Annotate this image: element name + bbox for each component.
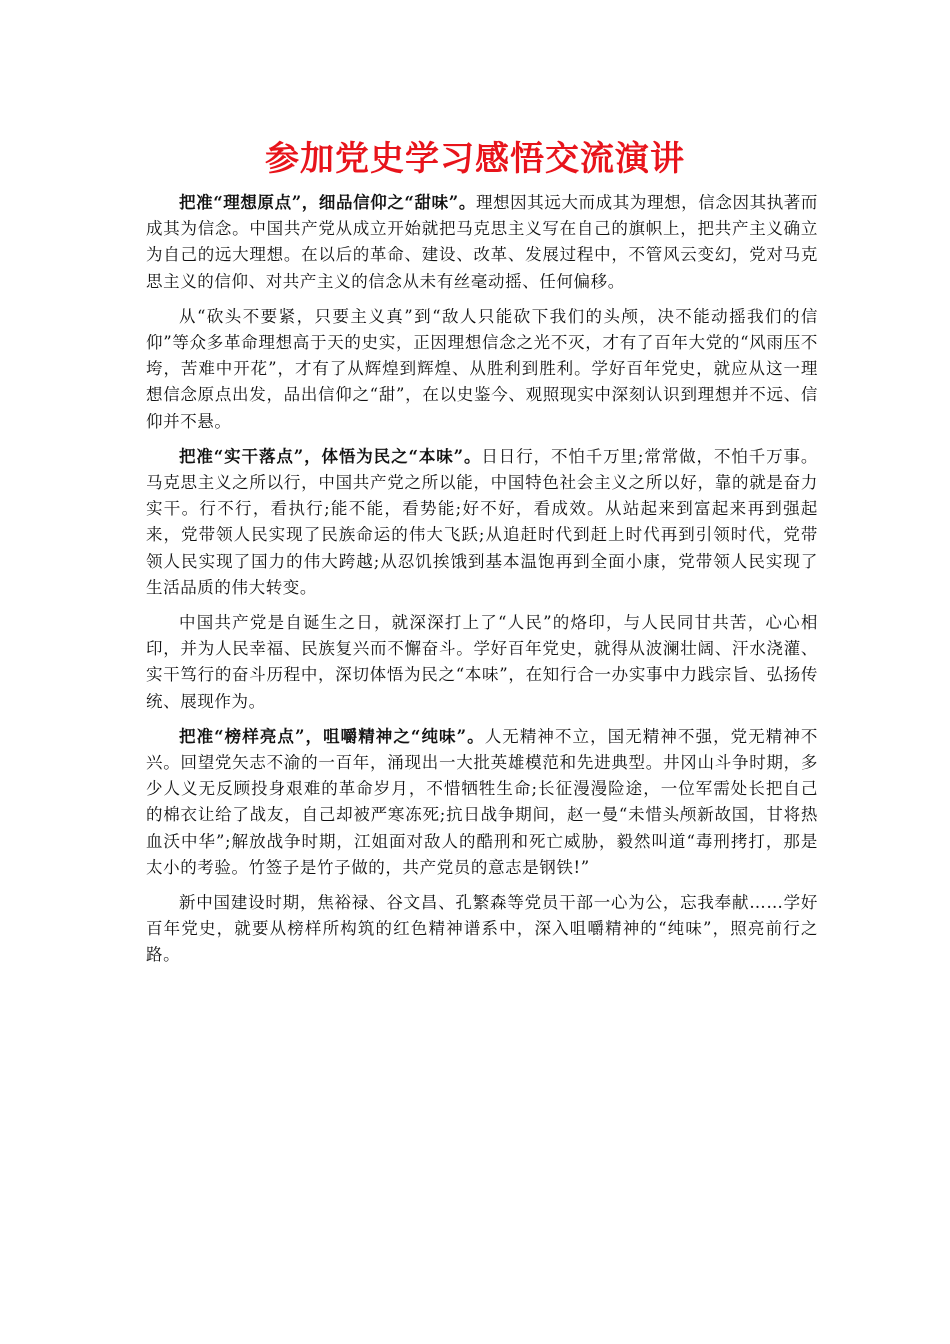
paragraph-3 (146, 444, 818, 601)
document-title: 参加党史学习感悟交流演讲 (265, 139, 685, 179)
paragraph-1-text: 理想因其远大而成其为理想，信念因其执著而成其为信念。中国共产党从成立开始就把马克思主义写在自己的旗帜上，把共产主义确立为自己的远大理想。在以后的革命、建设、改革、发展过程中，不管风云变幻，党对马克思主义的信仰、对共产主义的信念从未有丝毫动摇、任何偏移。 (146, 193, 818, 291)
paragraph-6 (146, 890, 818, 969)
paragraph-3-lead: 把准“实干落点”，体悟为民之“本味”。 (179, 446, 482, 466)
paragraph-5-text: 人无精神不立，国无精神不强，党无精神不兴。回望党矢志不渝的一百年，涌现出一大批英雄模范和先进典型。井冈山斗争时期，多少人义无反顾投身艰难的革命岁月，不惜牺牲生命;长征漫漫险途，一位军需处长把自己的棉衣让给了战友，自己却被严寒冻死;抗日战争期间，赵一曼“未惜头颅新故国，甘将热血沃中华”;解放战争时期，江姐面对敌人的酷刑和死亡威胁，毅然叫道“毒刑拷打，那是太小的考验。竹签子是竹子做的，共产党员的意志是钢铁!” (146, 726, 818, 877)
paragraph-2-text: 从“砍头不要紧，只要主义真”到“敌人只能砍下我们的头颅，决不能动摇我们的信仰”等众多革命理想高于天的史实，正因理想信念之光不灭，才有了百年大党的“风雨压不垮，苦难中开花”，才有了从辉煌到辉煌、从胜利到胜利。学好百年党史，就应从这一理想信念原点出发，品出信仰之“甜”，在以史鉴今、观照现实中深刻认识到理想并不远、信仰并不悬。 (146, 306, 818, 431)
paragraph-4 (146, 610, 818, 715)
paragraph-1 (146, 190, 818, 295)
paragraph-3-text: 日日行，不怕千万里;常常做，不怕千万事。马克思主义之所以行，中国共产党之所以能，中国特色社会主义之所以好，靠的就是奋力实干。行不行，看执行;能不能，看势能;好不好，看成效。从站起来到富起来再到强起来，党带领人民实现了民族命运的伟大飞跃;从追赶时代到赶上时代再到引领时代，党带领人民实现了国力的伟大跨越;从忍饥挨饿到基本温饱再到全面小康，党带领人民实现了生活品质的伟大转变。 (146, 446, 818, 597)
paragraph-5-lead: 把准“榜样亮点”，咀嚼精神之“纯味”。 (179, 726, 485, 746)
paragraph-1-lead: 把准“理想原点”，细品信仰之“甜味”。 (179, 193, 476, 212)
paragraph-4-text: 中国共产党是自诞生之日，就深深打上了“人民”的烙印，与人民同甘共苦，心心相印，并为人民幸福、民族复兴而不懈奋斗。学好百年党史，就得从波澜壮阔、汗水浇灌、实干笃行的奋斗历程中，深切体悟为民之“本味”，在知行合一办实事中力践宗旨、弘扬传统、展现作为。 (146, 613, 818, 711)
paragraph-5 (146, 724, 818, 881)
paragraph-2 (146, 304, 818, 435)
document-body (146, 190, 818, 978)
paragraph-6-text: 新中国建设时期，焦裕禄、谷文昌、孔繁森等党员干部一心为公，忘我奉献……学好百年党史，就要从榜样所构筑的红色精神谱系中，深入咀嚼精神的“纯味”，照亮前行之路。 (146, 893, 818, 965)
